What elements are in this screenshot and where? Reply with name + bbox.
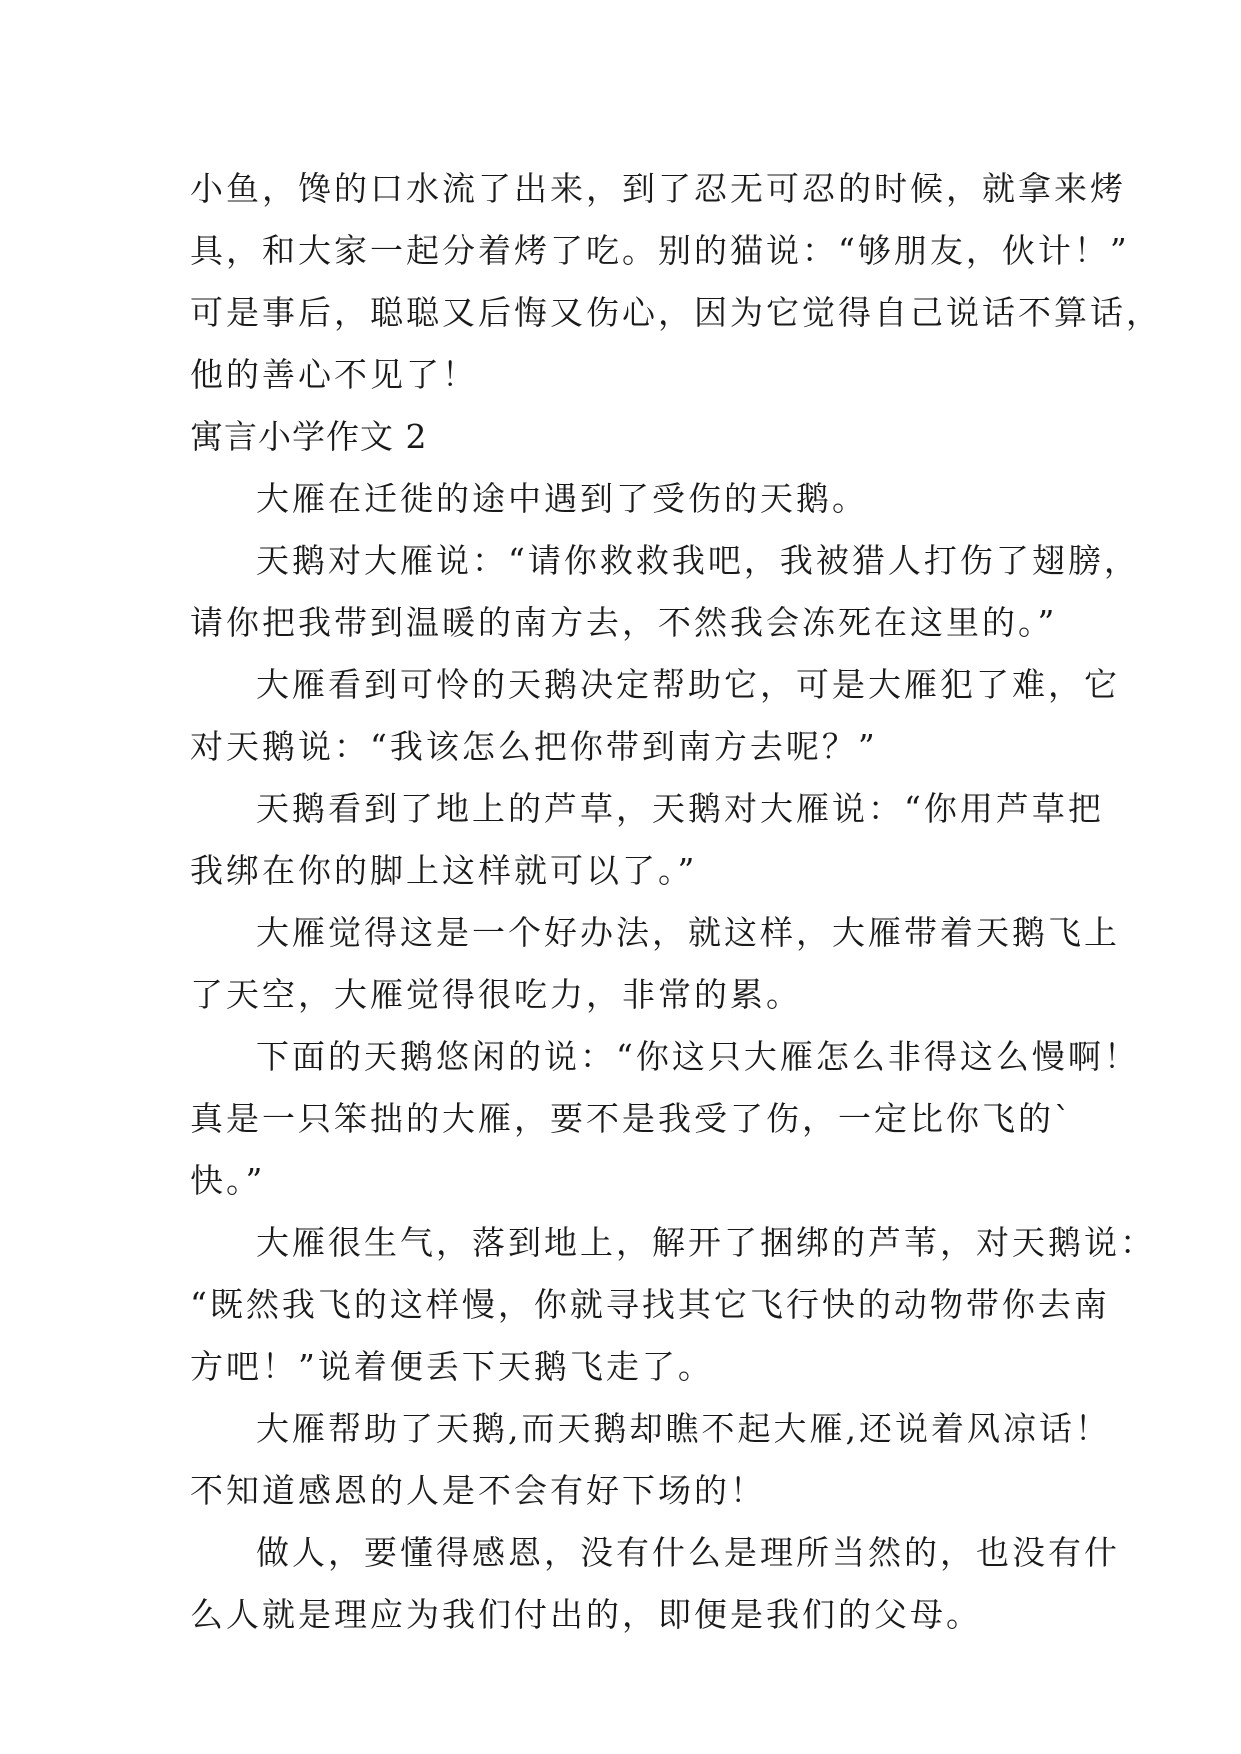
paragraph-line: 对天鹅说：“我该怎么把你带到南方去呢？” [190, 727, 878, 766]
paragraph-line: 快。” [190, 1161, 266, 1200]
paragraph-line: 天鹅看到了地上的芦草，天鹅对大雁说：“你用芦草把 [256, 789, 1104, 828]
paragraph-line: 么人就是理应为我们付出的，即便是我们的父母。 [190, 1595, 982, 1634]
paragraph-line: 方吧！”说着便丢下天鹅飞走了。 [190, 1347, 714, 1386]
paragraph-line: 大雁帮助了天鹅,而天鹅却瞧不起大雁,还说着风凉话！ [256, 1409, 1111, 1448]
paragraph-line: 大雁在迁徙的途中遇到了受伤的天鹅。 [256, 479, 868, 518]
paragraph-line: 不知道感恩的人是不会有好下场的！ [190, 1471, 766, 1510]
paragraph-line: 做人，要懂得感恩，没有什么是理所当然的，也没有什 [256, 1533, 1120, 1572]
paragraph-line: 了天空，大雁觉得很吃力，非常的累。 [190, 975, 802, 1014]
paragraph-line: 下面的天鹅悠闲的说：“你这只大雁怎么非得这么慢啊！ [256, 1037, 1140, 1076]
paragraph-line: 请你把我带到温暖的南方去，不然我会冻死在这里的。” [190, 603, 1058, 642]
document-body [190, 158, 1162, 1646]
paragraph-line: 真是一只笨拙的大雁，要不是我受了伤，一定比你飞的` [190, 1099, 1074, 1138]
section-title: 寓言小学作文 2 [190, 417, 428, 456]
paragraph-line: 大雁觉得这是一个好办法，就这样，大雁带着天鹅飞上 [256, 913, 1120, 952]
paragraph-line: 大雁很生气，落到地上，解开了捆绑的芦苇，对天鹅说： [256, 1223, 1156, 1262]
paragraph-line: 大雁看到可怜的天鹅决定帮助它，可是大雁犯了难，它 [256, 665, 1120, 704]
paragraph-line: 我绑在你的脚上这样就可以了。” [190, 851, 698, 890]
text-line: 小鱼，馋的口水流了出来，到了忍无可忍的时候，就拿来烤 [190, 169, 1126, 208]
text-line: 他的善心不见了！ [190, 355, 478, 394]
text-line: 具，和大家一起分着烤了吃。别的猫说：“够朋友，伙计！” [190, 231, 1130, 270]
paragraph-line: “既然我飞的这样慢，你就寻找其它飞行快的动物带你去南 [190, 1285, 1110, 1324]
text-line: 可是事后，聪聪又后悔又伤心，因为它觉得自己说话不算话， [190, 293, 1162, 332]
paragraph-line: 天鹅对大雁说：“请你救救我吧，我被猎人打伤了翅膀， [256, 541, 1140, 580]
